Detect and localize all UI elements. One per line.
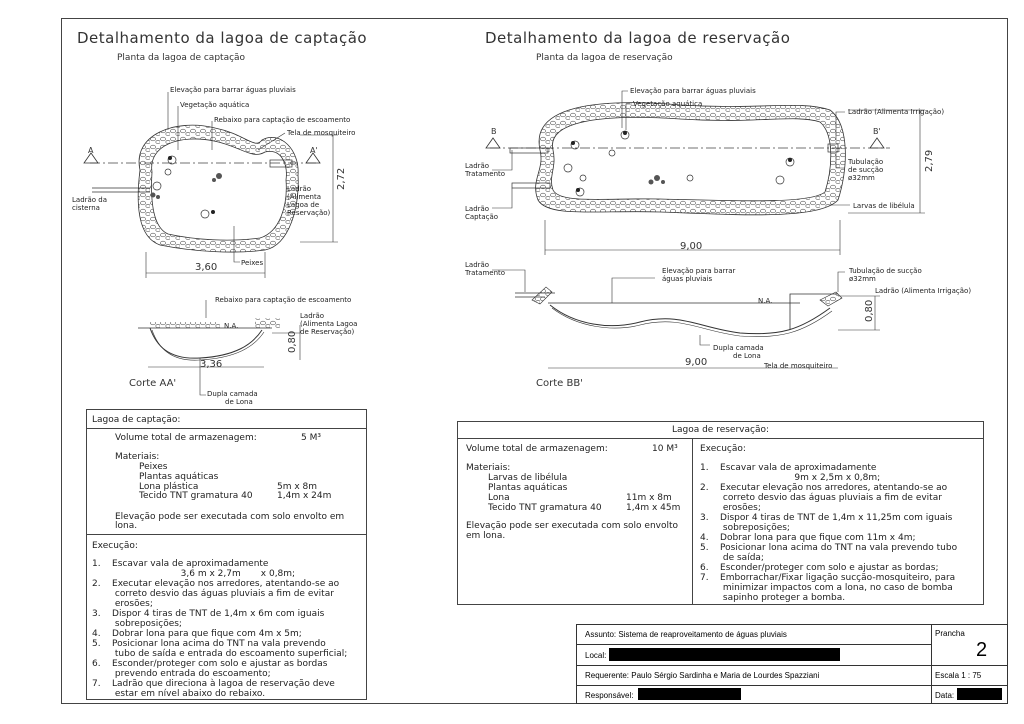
right-label-elevacao: Elevação para barrar águas pluviais	[630, 87, 756, 95]
left-plan-subtitle: Planta da lagoa de captação	[117, 53, 246, 63]
left-exec-line: 1. Escavar vala de aproximadamente	[92, 559, 269, 569]
left-label-vegetacao: Vegetação aquática	[180, 101, 250, 109]
right-label-ladrao-trat-2: Tratamento	[465, 170, 506, 178]
left-label-ladrao-cisterna-2: cisterna	[72, 204, 100, 212]
right-label-ladrao-capt-1: Ladrão	[465, 205, 490, 213]
left-exec-line: erosões;	[92, 599, 153, 609]
tb-requerente: Requerente: Paulo Sérgio Sardinha e Maria de Lourdes Spazziani	[585, 671, 820, 680]
right-sec-ladrao-irr: Ladrão (Alimenta Irrigação)	[875, 287, 972, 295]
right-mat-1: Plantas aquáticas	[488, 483, 568, 493]
right-sec-dupla-2: de Lona	[733, 352, 761, 360]
left-sec-dim-h: 0,80	[287, 330, 298, 353]
right-mat-3-qty: 1,4m x 45m	[626, 503, 681, 513]
left-exec-line: 5. Posicionar lona acima do TNT na vala prevendo	[92, 639, 326, 649]
right-sec-tub-1: Tubulação de sucção	[849, 267, 922, 275]
left-mat-3-qty: 1,4m x 24m	[277, 491, 332, 501]
left-label-ladrao-res-3: Lagoa de	[287, 201, 320, 209]
right-label-vegetacao: Vegetação aquática	[633, 100, 703, 108]
right-exec-line: 1. Escavar vala de aproximadamente	[700, 463, 877, 473]
tb-local: Local:	[585, 651, 607, 660]
right-exec-line: 6. Esconder/proteger com solo e ajustar as bordas;	[700, 563, 939, 573]
right-plan-subtitle: Planta da lagoa de reservação	[536, 53, 673, 63]
left-mat-0: Peixes	[139, 462, 168, 472]
right-exec-line: minimizar impactos com a lona, no caso de bomba	[700, 583, 953, 593]
right-notes-box	[457, 421, 984, 605]
right-dim-h: 2,79	[924, 149, 935, 172]
right-volume-label: Volume total de armazenagem:	[466, 444, 608, 454]
right-label-tub-3: ø32mm	[848, 174, 875, 182]
left-volume-label: Volume total de armazenagem:	[115, 433, 257, 443]
right-sec-ladrao-trat-1: Ladrão	[465, 261, 490, 269]
right-label-tub-2: de sucção	[848, 166, 884, 174]
left-exec-line: 4. Dobrar lona para que fique com 4m x 5m;	[92, 629, 302, 639]
tb-data: Data:	[935, 691, 955, 700]
right-label-ladrao-capt-2: Captação	[465, 213, 499, 221]
title-block	[576, 624, 1008, 704]
left-label-ladrao-res-2: (Alimenta	[287, 193, 322, 201]
left-sec-ladrao-2: (Alimenta Lagoa	[300, 320, 358, 328]
left-sec-na: N.A.	[224, 322, 239, 330]
right-corte: Corte BB'	[536, 378, 583, 389]
left-sec-dim-w: 3,36	[200, 359, 223, 370]
left-label-peixes: Peixes	[241, 259, 264, 267]
redacted-responsavel	[638, 688, 741, 700]
right-exec-line: 4. Dobrar lona para que fique com 11m x 4m;	[700, 533, 916, 543]
left-elev-note-2: lona.	[115, 521, 138, 531]
redacted-local	[609, 648, 840, 661]
right-sec-dim-w: 9,00	[685, 357, 708, 368]
right-box-title: Lagoa de reservação:	[671, 425, 770, 435]
right-cut-b2: B'	[873, 127, 881, 136]
left-label-rebaixo: Rebaixo para captação de escoamento	[214, 116, 351, 124]
right-exec-line: 7. Emborrachar/Fixar ligação sucção-mosquiteiro, para	[700, 573, 956, 583]
right-sec-na: N.A.	[758, 297, 773, 305]
right-sec-elev-2: águas pluviais	[662, 275, 713, 283]
right-exec-line: 2. Executar elevação nos arredores, atentando-se ao	[700, 483, 948, 493]
tb-escala: Escala 1 : 75	[935, 671, 982, 680]
right-sec-elev-1: Elevação para barrar	[662, 267, 736, 275]
right-sec-tela: Tela de mosquiteiro	[764, 362, 833, 370]
left-sec-ladrao-3: de Reservação)	[300, 328, 355, 336]
left-exec-line: correto desvio das águas pluviais a fim de evitar	[92, 589, 334, 599]
left-exec-line: 3. Dispor 4 tiras de TNT de 1,4m x 6m com iguais	[92, 609, 325, 619]
right-label-ladrao-trat-1: Ladrão	[465, 162, 490, 170]
left-dim-h: 2,72	[336, 167, 347, 190]
left-sec-ladrao-1: Ladrão	[300, 312, 325, 320]
right-section	[492, 270, 880, 368]
right-exec-line: 5. Posicionar lona acima do TNT na vala prevendo tubo	[700, 543, 958, 553]
left-sec-dupla-1: Dupla camada	[207, 390, 258, 398]
left-title: Detalhamento da lagoa de captação	[77, 29, 368, 47]
redacted-data	[957, 688, 1002, 700]
right-mat-2-qty: 11m x 8m	[626, 493, 672, 503]
left-mat-1: Plantas aquáticas	[139, 472, 219, 482]
left-exec-line: 7. Ladrão que direciona à lagoa de reservação deve	[92, 679, 335, 689]
left-mat-3: Tecido TNT gramatura 40	[139, 491, 253, 501]
right-exec-title: Execução:	[700, 444, 746, 454]
right-exec-line: 3. Dispor 4 tiras de TNT de 1,4m x 11,25m com iguais	[700, 513, 953, 523]
right-label-ladrao-irr: Ladrão (Alimenta Irrigação)	[848, 108, 945, 116]
right-volume-value: 10 M³	[652, 444, 678, 454]
right-sec-dupla-1: Dupla camada	[713, 344, 764, 352]
left-dim-w: 3,60	[195, 262, 218, 273]
left-label-tela: Tela de mosquiteiro	[287, 129, 356, 137]
right-sec-tub-2: ø32mm	[849, 275, 876, 283]
left-box-title: Lagoa de captação:	[92, 415, 181, 425]
left-label-ladrao-res-1: Ladrão	[287, 185, 312, 193]
tb-assunto: Assunto: Sistema de reaproveitamento de águas pluviais	[585, 630, 787, 639]
left-sec-dupla-2: de Lona	[225, 398, 253, 406]
left-mat-2-qty: 5m x 8m	[277, 482, 318, 492]
left-elev-note-1: Elevação pode ser executada com solo envolto em	[115, 512, 345, 522]
right-exec-line: sobreposições;	[700, 523, 790, 533]
right-exec-line: sapinho proteger a bomba.	[700, 593, 846, 603]
left-exec-line: prevendo entrada do escoamento;	[92, 669, 271, 679]
left-materiais-title: Materiais:	[115, 452, 160, 462]
left-exec-line: sobreposições;	[92, 619, 182, 629]
right-dim-w: 9,00	[680, 241, 703, 252]
tb-responsavel: Responsável:	[585, 691, 634, 700]
left-label-ladrao-cisterna-1: Ladrão da	[72, 196, 108, 204]
left-cut-a2: A'	[310, 146, 318, 155]
right-sec-dim-h: 0,80	[864, 299, 875, 322]
right-sec-ladrao-trat-2: Tratamento	[465, 269, 506, 277]
left-exec-line: 6. Esconder/proteger com solo e ajustar as bordas	[92, 659, 328, 669]
left-corte: Corte AA'	[129, 378, 177, 389]
right-title: Detalhamento da lagoa de reservação	[485, 29, 791, 47]
tb-prancha-label: Prancha	[935, 629, 965, 638]
right-elev-note-2: em lona.	[466, 531, 506, 541]
left-label-ladrao-res-4: Reservação)	[287, 209, 331, 217]
left-exec-line: 2. Executar elevação nos arredores, atentando-se ao	[92, 579, 340, 589]
right-exec-line: erosões;	[700, 503, 761, 513]
right-materiais-title: Materiais:	[466, 463, 511, 473]
right-exec-list	[700, 463, 957, 603]
right-mat-3: Tecido TNT gramatura 40	[488, 503, 602, 513]
right-exec-line: 9m x 2,5m x 0,8m;	[700, 473, 881, 483]
right-mat-2: Lona	[488, 493, 510, 503]
tb-prancha-num: 2	[976, 639, 988, 661]
left-mat-2: Lona plástica	[139, 482, 199, 492]
right-mat-0: Larvas de libélula	[488, 473, 568, 483]
left-exec-title: Execução:	[92, 541, 138, 551]
left-cut-a: A	[88, 146, 94, 155]
left-label-elevacao: Elevação para barrar águas pluviais	[170, 86, 296, 94]
right-cut-b: B	[491, 127, 497, 136]
left-volume-value: 5 M³	[301, 433, 321, 443]
left-exec-list	[92, 559, 347, 699]
right-exec-line: correto desvio das águas pluviais a fim de evitar	[700, 493, 942, 503]
right-exec-line: de saída;	[700, 553, 764, 563]
left-exec-line: tubo de saída e entrada do escoamento superficial;	[92, 649, 348, 659]
left-notes-box	[86, 409, 367, 700]
left-sec-rebaixo: Rebaixo para captação de escoamento	[215, 296, 352, 304]
right-label-larvas: Larvas de libélula	[853, 202, 915, 210]
right-elev-note-1: Elevação pode ser executada com solo envolto	[466, 521, 679, 531]
right-label-tub-1: Tubulação	[848, 158, 884, 166]
left-exec-line: estar em nível abaixo do rebaixo.	[92, 689, 266, 699]
left-exec-line: 3,6 m x 2,7m x 0,8m;	[92, 569, 296, 579]
